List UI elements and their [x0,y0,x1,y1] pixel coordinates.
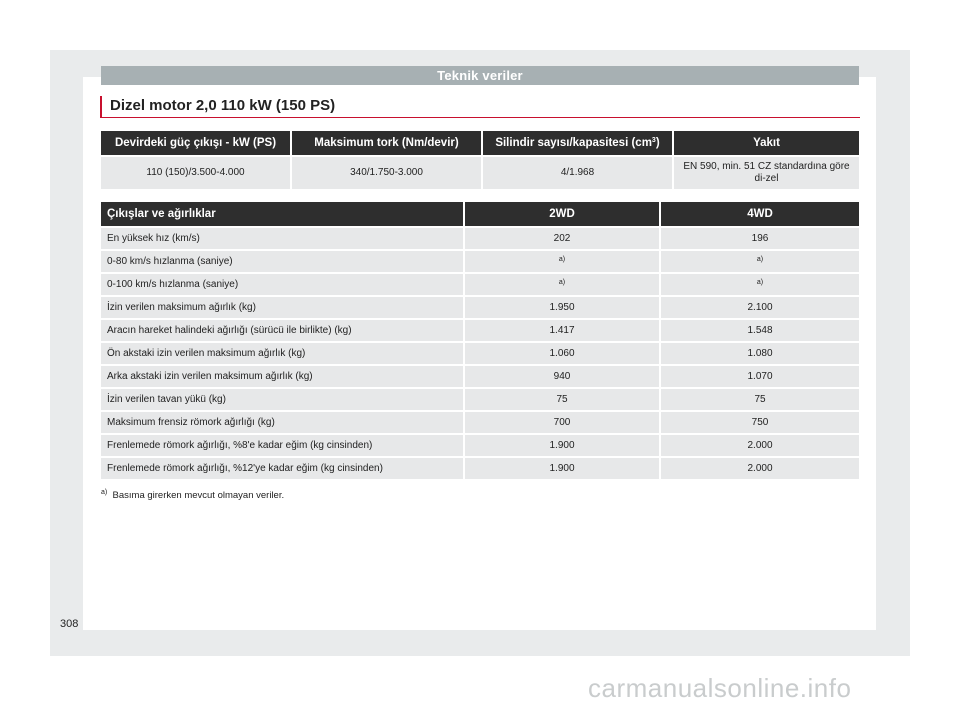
performance-table-header [101,202,859,226]
value-2wd: 202 [465,228,659,249]
cell-cylinders: 4/1.968 [483,157,672,189]
value-2wd: a) [465,274,659,295]
table-row [101,366,859,387]
value-2wd: 1.417 [465,320,659,341]
cell-power: 110 (150)/3.500-4.000 [101,157,290,189]
value-2wd: 940 [465,366,659,387]
row-label: Frenlemede römork ağırlığı, %8'e kadar eğim (kg cinsinden) [101,435,463,456]
value-4wd: a) [661,274,859,295]
row-label: Arka akstaki izin verilen maksimum ağırlık (kg) [101,366,463,387]
row-label: 0-100 km/s hızlanma (saniye) [101,274,463,295]
chapter-header: Teknik veriler [101,66,859,85]
row-label: İzin verilen tavan yükü (kg) [101,389,463,410]
col-cylinders: Silindir sayısı/kapasitesi $(cm^3)$ [483,131,672,155]
table-row [101,228,859,249]
row-label: Ön akstaki izin verilen maksimum ağırlık (kg) [101,343,463,364]
col-2wd: 2WD [465,202,659,226]
table-row [101,251,859,272]
section-heading [100,96,860,118]
value-2wd: 1.060 [465,343,659,364]
value-4wd: 2.100 [661,297,859,318]
row-label: Maksimum frensiz römork ağırlığı (kg) [101,412,463,433]
engine-table-row [101,157,859,189]
value-4wd: 750 [661,412,859,433]
section-title-text: Dizel motor 2,0 110 kW (150 PS) [110,97,336,114]
row-label: Aracın hareket halindeki ağırlığı (sürücü ile birlikte) (kg) [101,320,463,341]
row-label: İzin verilen maksimum ağırlık (kg) [101,297,463,318]
value-4wd: 2.000 [661,435,859,456]
value-4wd: 1.080 [661,343,859,364]
value-2wd: 1.900 [465,458,659,479]
footnote: $^{a)}$ Basıma girerken mevcut olmayan veriler. [101,489,285,501]
table-row [101,297,859,318]
row-label: En yüksek hız (km/s) [101,228,463,249]
value-4wd: 1.548 [661,320,859,341]
value-2wd: 75 [465,389,659,410]
value-4wd: 75 [661,389,859,410]
col-torque: Maksimum tork (Nm/devir) [292,131,481,155]
row-label: 0-80 km/s hızlanma (saniye) [101,251,463,272]
table-row [101,274,859,295]
value-2wd: 1.950 [465,297,659,318]
table-row [101,343,859,364]
performance-table [99,200,861,481]
cell-fuel: EN 590, min. 51 CZ standardına göre di-zel [674,157,859,189]
table-row [101,389,859,410]
value-4wd: 196 [661,228,859,249]
col-item: Çıkışlar ve ağırlıklar [101,202,463,226]
table-row [101,458,859,479]
value-4wd: 2.000 [661,458,859,479]
value-2wd: a) [465,251,659,272]
value-4wd: 1.070 [661,366,859,387]
value-2wd: 700 [465,412,659,433]
table-row [101,435,859,456]
page-number: 308 [60,618,79,630]
table-row [101,320,859,341]
table-row [101,412,859,433]
row-label: Frenlemede römork ağırlığı, %12'ye kadar eğim (kg cinsinden) [101,458,463,479]
watermark: carmanualsonline.info [588,673,852,703]
value-2wd: 1.900 [465,435,659,456]
col-power: Devirdeki güç çıkışı - kW (PS) [101,131,290,155]
col-4wd: 4WD [661,202,859,226]
col-fuel: Yakıt [674,131,859,155]
engine-table [99,129,861,191]
engine-table-header [101,131,859,155]
cell-torque: 340/1.750-3.000 [292,157,481,189]
value-4wd: a) [661,251,859,272]
